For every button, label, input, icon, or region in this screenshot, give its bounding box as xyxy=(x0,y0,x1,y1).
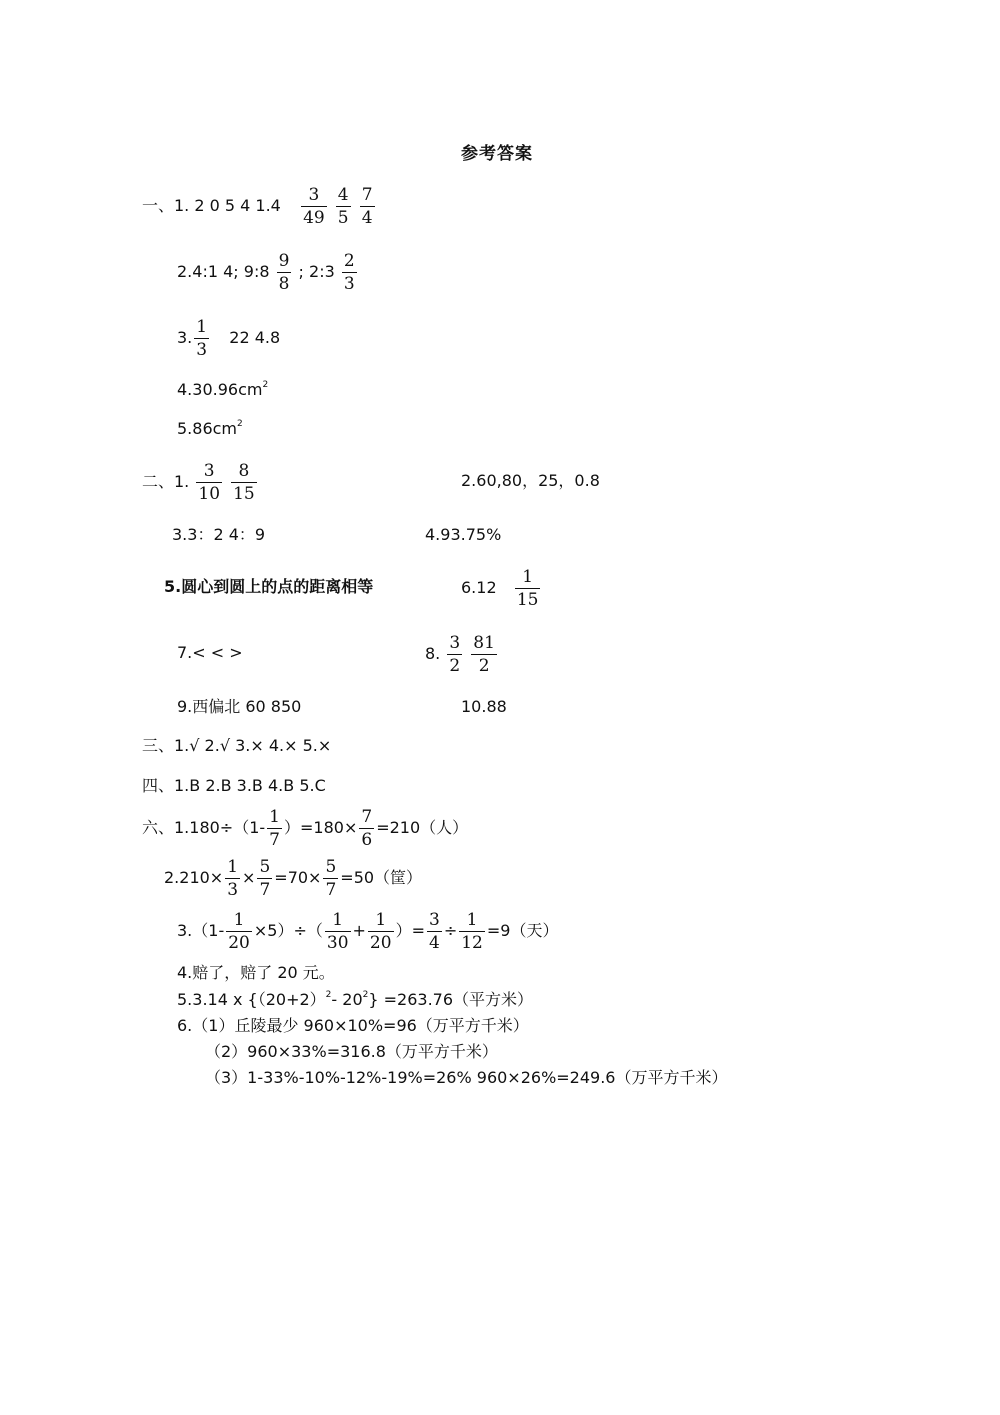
s2-q2: 2.60,80，25，0.8 xyxy=(461,471,600,490)
fraction: $\frac{4}{5}$ xyxy=(337,185,349,228)
fraction: $\frac{8}{15}$ xyxy=(233,461,255,504)
s1-q4: $4.30.96cm^2$ xyxy=(177,380,269,399)
s1-q3: 3. $\frac{1}{3}$ 22 4.8 xyxy=(177,317,281,360)
fraction: $\frac{1}{20}$ xyxy=(228,910,250,953)
s1-q1 xyxy=(142,186,377,227)
s2-q1: 二、1. $\frac{3}{10}$ $\frac{8}{15}$ xyxy=(142,461,255,504)
fraction: $\frac{5}{7}$ xyxy=(325,857,337,900)
s2-q4: 4.93.75% xyxy=(425,525,502,544)
fraction: $\frac{7}{4}$ xyxy=(361,185,373,228)
fraction: $\frac{1}{20}$ xyxy=(369,910,392,953)
s3-answers: 三、1.√ 2.√ 3.× 4.× 5.× xyxy=(142,736,332,755)
s6-q5: 5.3.14 x {$(20+2)^2-$ $20^2\} =263.76$（平方米） xyxy=(177,990,534,1009)
s6-q3: 3.（1- $\frac{1}{20}$ ×5）÷（ $\frac{1}{30}$ + $\frac{1}{20}$ ）= $\frac{3}{4}$ ÷ $\frac{1}{12}$ =9（天） xyxy=(177,910,559,953)
s2-q10: 10.88 xyxy=(461,697,507,716)
fraction: $\frac{1}{3}$ xyxy=(196,317,208,360)
fraction: $\frac{1}{30}$ xyxy=(326,910,349,953)
s2-q9: 9.西偏北 60 850 xyxy=(177,697,302,716)
s6-q1: 六、1.180÷（1- $\frac{1}{7}$ ）=180× $\frac{7}{6}$ =210（人） xyxy=(142,807,469,850)
s1-q2: 2.4:1 4; 9:8 $\frac{9}{8}$ ; 2:3 $\frac{2}{3}$ xyxy=(177,251,355,294)
fraction: $\frac{1}{15}$ xyxy=(516,567,539,610)
s2-q7: 7.< < > xyxy=(177,643,243,662)
fraction: $\frac{1}{12}$ xyxy=(461,910,483,953)
fraction: $\frac{3}{49}$ xyxy=(303,185,325,228)
s6-q6-part2: （2）960×33%=316.8（万平方千米） xyxy=(205,1042,498,1061)
fraction: $\frac{1}{7}$ xyxy=(269,807,280,850)
fraction: $\frac{7}{6}$ xyxy=(361,807,373,850)
s2-q5: 5.圆心到圆上的点的距离相等 xyxy=(164,577,374,596)
s1-q1-text: 一、1. 2 0 5 4 1.4 xyxy=(142,196,281,216)
s2-q6: 6.12 $\frac{1}{15}$ xyxy=(461,567,539,610)
s1-q5: $5.86cm^2$ xyxy=(177,419,243,438)
s6-q2: 2.210× $\frac{1}{3}$ × $\frac{5}{7}$ =70× $\frac{5}{7}$ =50（筐） xyxy=(164,857,423,900)
s2-q8: 8. $\frac{3}{2}$ $\frac{81}{2}$ xyxy=(425,633,495,676)
s6-q6-part1: 6.（1）丘陵最少 960×10%=96（万平方千米） xyxy=(177,1016,529,1035)
fraction: $\frac{3}{10}$ xyxy=(198,461,221,504)
fraction: $\frac{81}{2}$ xyxy=(473,633,495,676)
s6-q4: 4.赔了，赔了 20 元。 xyxy=(177,963,335,982)
s4-answers: 四、1.B 2.B 3.B 4.B 5.C xyxy=(142,776,326,795)
fraction: $\frac{3}{4}$ xyxy=(428,910,440,953)
s2-q3: 3.3：2 4：9 xyxy=(172,525,266,544)
fraction: $\frac{1}{3}$ xyxy=(227,857,239,900)
s6-q6-part3: （3）1-33%-10%-12%-19%=26% 960×26%=249.6（万平方千米） xyxy=(205,1068,728,1087)
fraction: $\frac{2}{3}$ xyxy=(343,251,355,294)
fraction: $\frac{9}{8}$ xyxy=(278,251,290,294)
fraction: $\frac{3}{2}$ xyxy=(449,633,461,676)
page-title: 参考答案 xyxy=(461,144,533,164)
fraction: $\frac{5}{7}$ xyxy=(259,857,271,900)
